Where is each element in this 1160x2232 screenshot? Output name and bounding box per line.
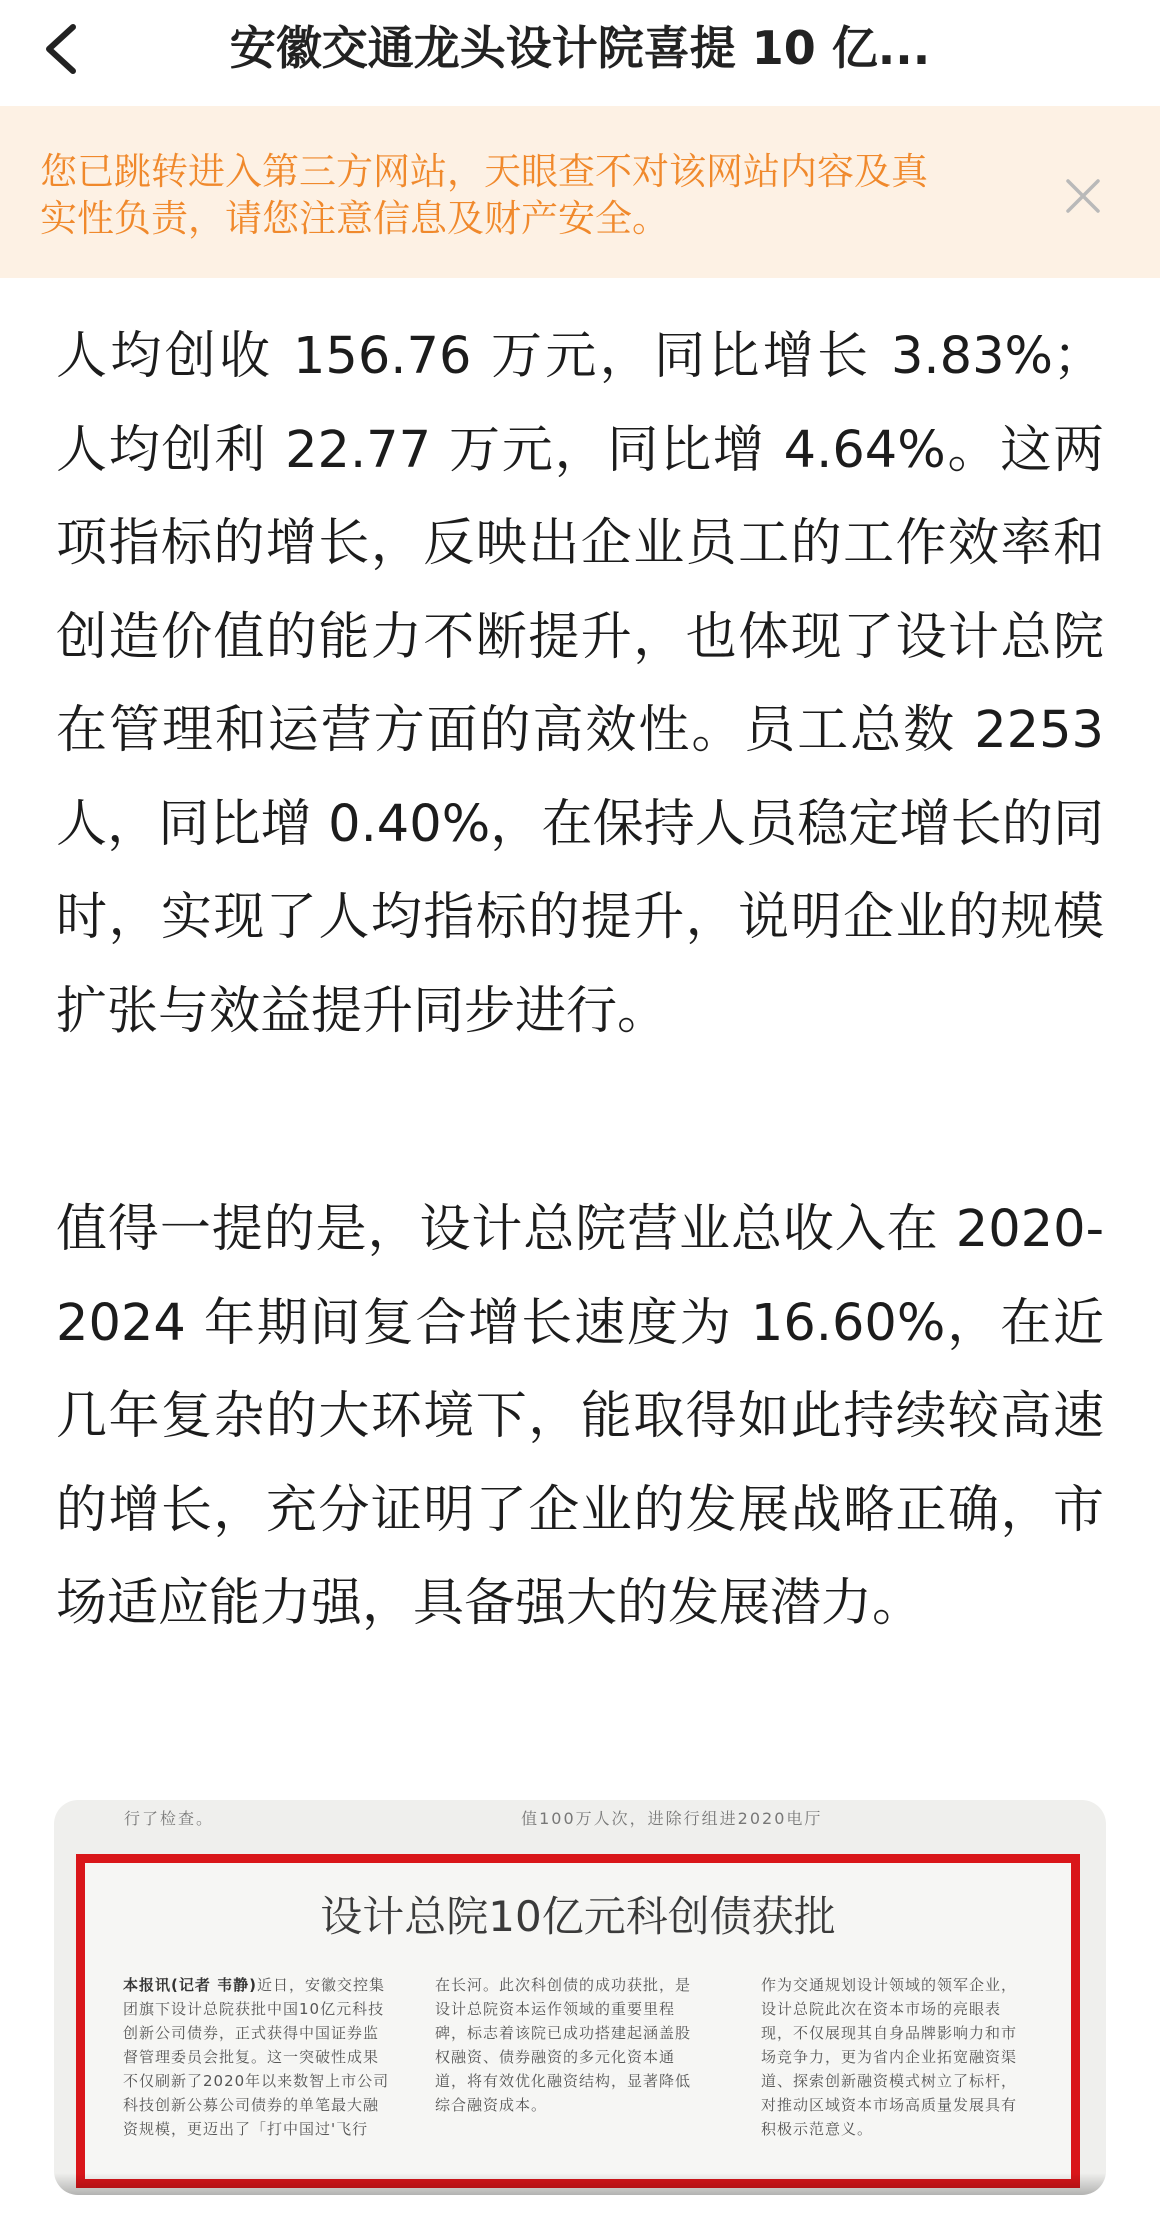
- clipping-bottom-shadow: [54, 2173, 1106, 2195]
- clipping-column-2: 在长河。此次科创债的成功获批，是设计总院资本运作领域的重要里程碑，标志着该院已成功搭建起涵盖股权融资、债券融资的多元化资本通道，将有效优化融资结构，显著降低综合融资成本。: [435, 1976, 692, 2114]
- clipping-column-1: [123, 1973, 393, 2141]
- warning-text: [40, 148, 1020, 242]
- warning-text-line-1: 您已跳转进入第三方网站，天眼查不对该网站内容及真: [40, 150, 928, 193]
- newspaper-clipping-image[interactable]: [54, 1800, 1106, 2195]
- warning-text-line-2: 实性负责，请您注意信息及财产安全。: [40, 197, 669, 240]
- page-title: 安徽交通龙头设计院喜提 10 亿...: [229, 21, 931, 75]
- clipping-top-fragment-left: 行了检查。: [124, 1809, 215, 1828]
- article-body: [56, 310, 1104, 1058]
- clipping-column-1-text: 近日，安徽交控集团旗下设计总院获批中国10亿元科技创新公司债券，正式获得中国证券监督管理委员会批复。这一突破性成果不仅刷新了2020年以来数智上市公司科技创新公募公司债券的单笔最大融资规模，更迈出了「打中国过'飞行: [123, 1976, 390, 2138]
- clipping-top-fragment: [124, 1806, 1024, 1828]
- top-bar: [0, 0, 1160, 106]
- close-icon: [1064, 177, 1102, 215]
- third-party-warning-banner: [0, 106, 1160, 278]
- clipping-byline: 本报讯(记者 韦静): [123, 1976, 257, 1994]
- article-paragraph-1: 人均创收 156.76 万元，同比增长 3.83%；人均创利 22.77 万元，同比增 4.64%。这两项指标的增长，反映出企业员工的工作效率和创造价值的能力不断提升，也体现了设计总院在管理和运营方面的高效性。员工总数 2253 人，同比增 0.40%，在保持人员稳定增长的同时，实现了人均指标的提升，说明企业的规模扩张与效益提升同步进行。: [56, 327, 1104, 1041]
- close-warning-button[interactable]: [1055, 168, 1111, 224]
- clipping-top-fragment-right: 值100万人次，进除行组进2020电厅: [521, 1809, 823, 1828]
- clipping-red-frame: [76, 1854, 1080, 2188]
- clipping-column-3: 作为交通规划设计领域的领军企业，设计总院此次在资本市场的亮眼表现，不仅展现其自身品牌影响力和市场竞争力，更为省内企业拓宽融资渠道、探索创新融资模式树立了标杆，对推动区域资本市场高质量发展具有积极示范意义。: [761, 1976, 1018, 2138]
- article-paragraph-2: 值得一提的是，设计总院营业总收入在 2020-2024 年期间复合增长速度为 16.60%，在近几年复杂的大环境下，能取得如此持续较高速的增长，充分证明了企业的发展战略正确，市场适应能力强，具备强大的发展潜力。: [56, 1200, 1104, 1633]
- clipping-headline: 设计总院10亿元科创债获批: [320, 1892, 836, 1941]
- back-button[interactable]: [26, 14, 96, 84]
- chevron-left-icon: [41, 23, 81, 75]
